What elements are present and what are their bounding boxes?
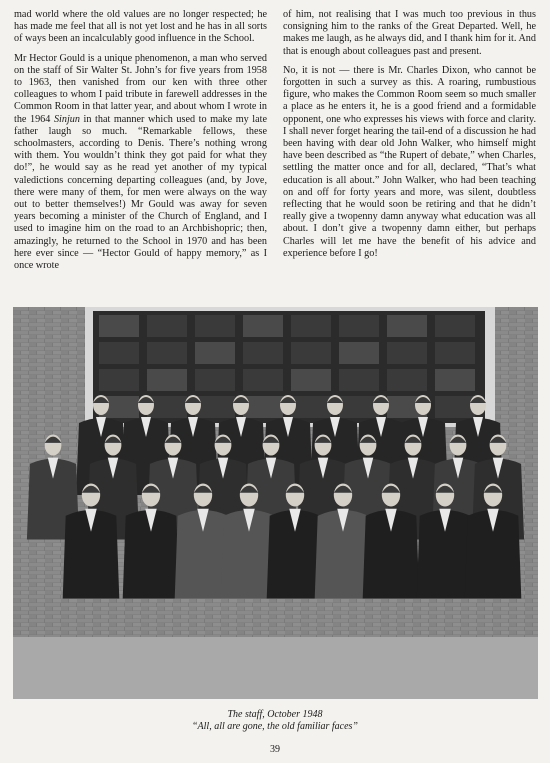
page-number: 39 [270, 744, 280, 755]
right-paragraph-1: of him, not realising that I was much too previous in thus consigning him to the ranks of the Great Departed. Well, he makes me laugh, as he always did, and I thank him for it. And that is enough about colleagues past and present. [283, 9, 536, 57]
staff-group-photo [13, 307, 538, 699]
left-column [14, 9, 267, 305]
photo-caption-quote: “All, all are gone, the old familiar faces” [191, 721, 358, 732]
staff-photo-image [13, 307, 538, 699]
text-columns [14, 9, 536, 305]
left-paragraph-2: Mr Hector Gould is a unique phenomenon, a man who served on the staff of Sir Walter St. John’s for five years from 1958 to 1963, then vanished from our ken with three other colleagues to whom I paid tribute in farewell addresses in the Common Room in that latter year, and about whom I wrote in the 1964 Sinjun in that manner which used to make my late father laugh so much. “Remarkable fellows, these schoolmasters, according to Denis. There’s nothing wrong with them. You wouldn’t think they got paid for what they do!”, he would say as he read yet another of my typical valedictions concerning departing colleagues (and, by Jove, there were many of them, for men were always on the way out to better themselves!) Mr Gould was away for seven years becoming a minister of the Church of England, and I used to imagine him on the road to an Archbishopric; then, amazingly, he returned to the School in 1970 and has been here ever since — “Hector Gould of happy memory,” as I once wrote [14, 52, 267, 272]
right-column [283, 9, 536, 305]
photo-caption-title: The staff, October 1948 [227, 709, 323, 720]
right-paragraph-2: No, it is not — there is Mr. Charles Dixon, who cannot be forgotten in such a survey as this. A roaring, rumbustious figure, who makes the Common Room seem so much smaller a place as he enters it, he is a good friend and a formidable opponent, one who expresses his views with force and clarity. I shall never forget hearing the tail-end of a discussion he had been having with dear old John Walker, who himself might have been described as “the Rupert of debate,” when Charles, settling the matter once and for all, declared, “That’s what education is all about.” John Walker, who had been teaching on and off for forty years and more, was silent, doubtless reflecting that he would soon be retiring and that he didn’t really give a twopenny damn anyway what education was all about. I don’t give a twopenny damn either, but perhaps Charles will let me have the benefit of his advice and experience before I go! [283, 64, 536, 259]
left-paragraph-1: mad world where the old values are no longer respected; he has made me feel that all is not yet lost and he has in all sorts of ways been an incalculably good influence in the School. [14, 9, 267, 45]
